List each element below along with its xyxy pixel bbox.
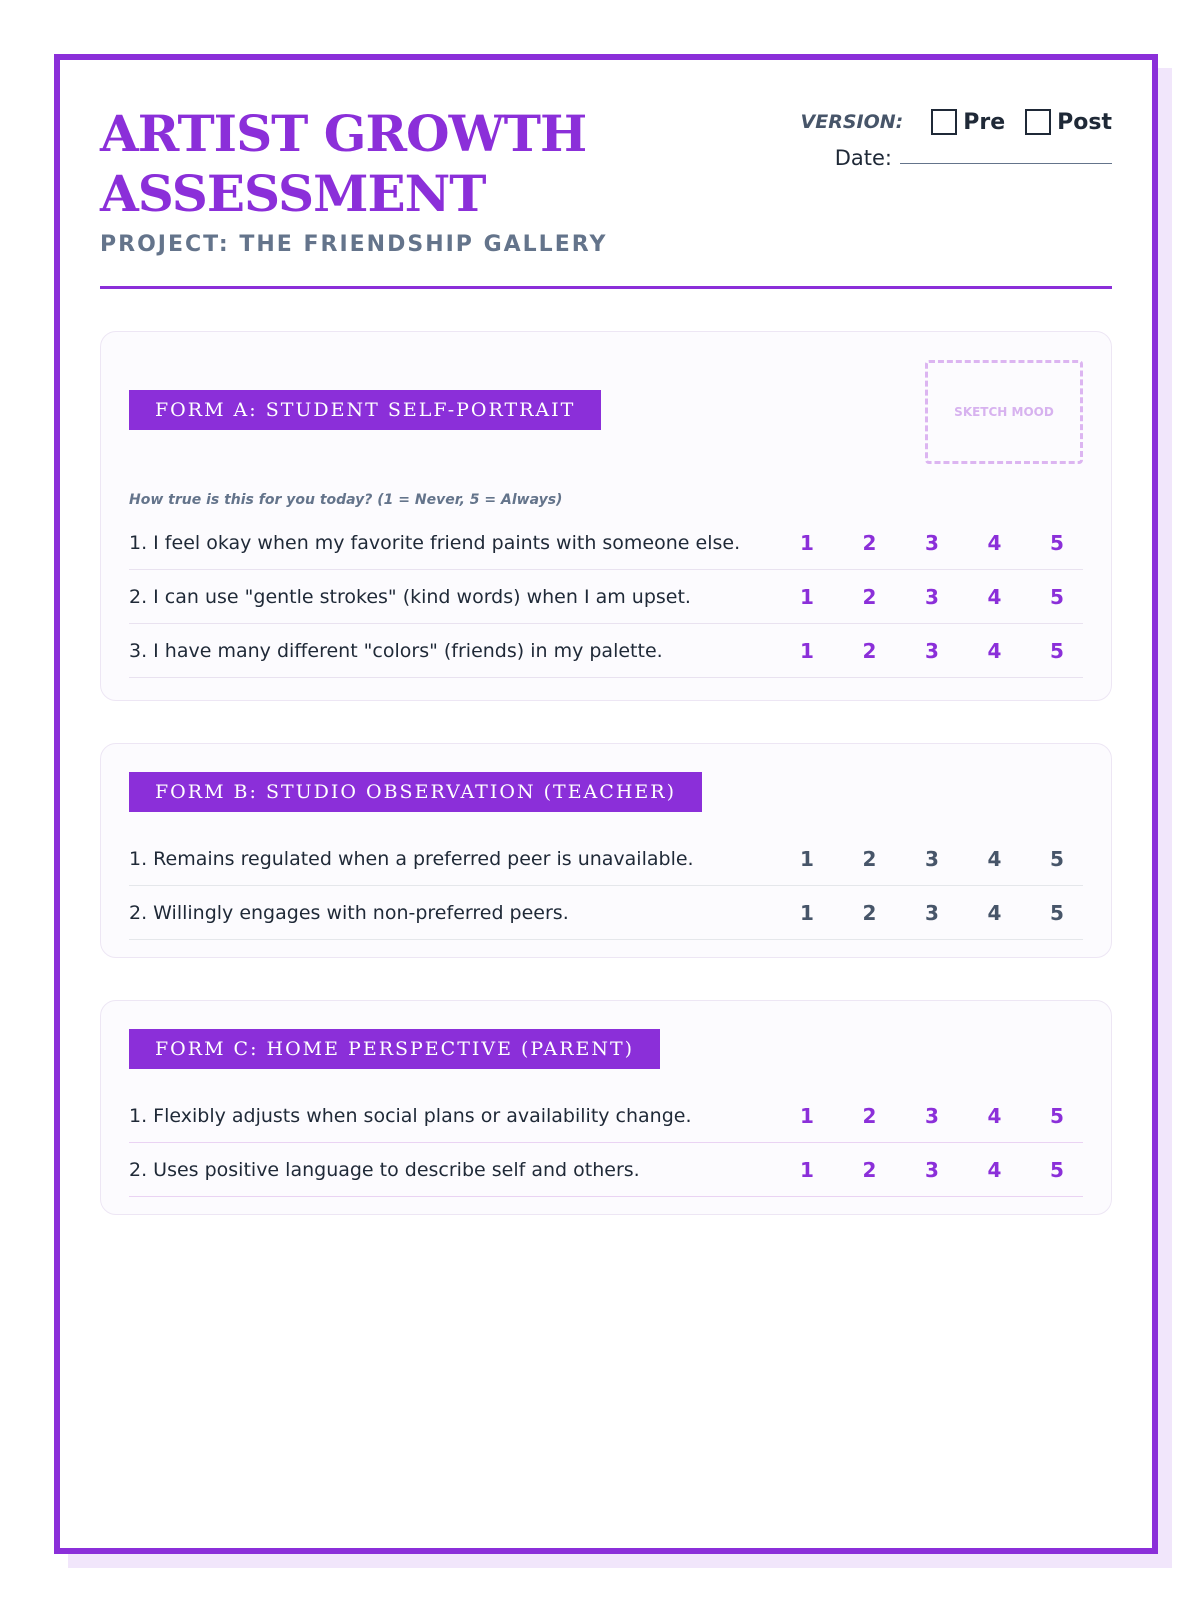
- rating-scale: [783, 1104, 1083, 1128]
- rating-3[interactable]: 3: [925, 900, 939, 925]
- form-a-card: [100, 331, 1112, 701]
- sketch-mood-label: SKETCH MOOD: [954, 405, 1054, 419]
- rating-2[interactable]: 2: [862, 638, 877, 663]
- assessment-page: [54, 54, 1158, 1554]
- date-row: [782, 146, 1112, 170]
- rating-4[interactable]: 4: [987, 638, 1002, 663]
- rating-5[interactable]: 5: [1050, 530, 1064, 555]
- table-row: [129, 832, 1083, 886]
- rating-5[interactable]: 5: [1050, 584, 1064, 609]
- rating-3[interactable]: 3: [925, 530, 939, 555]
- table-row: [129, 516, 1083, 570]
- rating-1[interactable]: 1: [800, 584, 814, 609]
- form-a-tag: FORM A: STUDENT SELF-PORTRAIT: [129, 390, 601, 430]
- title-line-2: ASSESSMENT: [100, 164, 486, 223]
- rating-4[interactable]: 4: [987, 846, 1002, 871]
- rating-scale: [783, 901, 1083, 925]
- form-b-card: [100, 743, 1112, 958]
- date-field[interactable]: [900, 163, 1112, 164]
- rating-5[interactable]: 5: [1050, 1157, 1064, 1182]
- rating-scale: [783, 531, 1083, 555]
- date-label: Date:: [834, 146, 892, 170]
- item-text: 2. Uses positive language to describe self and others.: [129, 1158, 640, 1181]
- title-line-1: ARTIST GROWTH: [100, 104, 587, 163]
- rating-1[interactable]: 1: [800, 1103, 814, 1128]
- rating-5[interactable]: 5: [1050, 846, 1064, 871]
- table-row: [129, 886, 1083, 940]
- rating-4[interactable]: 4: [987, 900, 1002, 925]
- item-text: 1. Flexibly adjusts when social plans or availability change.: [129, 1104, 692, 1127]
- form-a-instruction: How true is this for you today? (1 = Never, 5 = Always): [129, 492, 563, 508]
- page-title: [100, 104, 660, 224]
- item-text: 1. Remains regulated when a preferred peer is unavailable.: [129, 847, 694, 870]
- rating-3[interactable]: 3: [925, 1157, 939, 1182]
- pre-checkbox[interactable]: [931, 109, 957, 135]
- sketch-mood-box[interactable]: [925, 360, 1083, 464]
- rating-3[interactable]: 3: [925, 584, 939, 609]
- rating-3[interactable]: 3: [925, 846, 939, 871]
- rating-scale: [783, 1158, 1083, 1182]
- item-text: 1. I feel okay when my favorite friend paints with someone else.: [129, 531, 741, 554]
- rating-scale: [783, 847, 1083, 871]
- form-b-items: [129, 832, 1083, 940]
- rating-scale: [783, 585, 1083, 609]
- rating-1[interactable]: 1: [800, 900, 814, 925]
- rating-3[interactable]: 3: [925, 638, 939, 663]
- item-text: 2. Willingly engages with non-preferred peers.: [129, 901, 569, 924]
- pre-label: Pre: [963, 109, 1006, 135]
- version-row: [782, 104, 1112, 140]
- meta-block: [782, 104, 1112, 170]
- rating-scale: [783, 639, 1083, 663]
- rating-4[interactable]: 4: [987, 584, 1002, 609]
- header-divider: [100, 286, 1112, 289]
- form-c-items: [129, 1089, 1083, 1197]
- rating-4[interactable]: 4: [987, 1157, 1002, 1182]
- rating-2[interactable]: 2: [862, 1157, 877, 1182]
- project-subtitle: PROJECT: THE FRIENDSHIP GALLERY: [100, 232, 608, 257]
- rating-2[interactable]: 2: [862, 584, 877, 609]
- rating-5[interactable]: 5: [1050, 638, 1064, 663]
- form-c-tag: FORM C: HOME PERSPECTIVE (PARENT): [129, 1029, 660, 1069]
- post-checkbox[interactable]: [1025, 109, 1051, 135]
- table-row: [129, 1143, 1083, 1197]
- rating-2[interactable]: 2: [862, 530, 877, 555]
- header: [100, 104, 1112, 286]
- table-row: [129, 1089, 1083, 1143]
- rating-1[interactable]: 1: [800, 1157, 814, 1182]
- item-text: 3. I have many different "colors" (friends) in my palette.: [129, 639, 663, 662]
- version-label: VERSION:: [800, 111, 904, 133]
- rating-5[interactable]: 5: [1050, 900, 1064, 925]
- rating-4[interactable]: 4: [987, 1103, 1002, 1128]
- table-row: [129, 624, 1083, 678]
- rating-2[interactable]: 2: [862, 900, 877, 925]
- form-a-items: [129, 516, 1083, 678]
- rating-2[interactable]: 2: [862, 1103, 877, 1128]
- rating-2[interactable]: 2: [862, 846, 877, 871]
- rating-1[interactable]: 1: [800, 530, 814, 555]
- rating-3[interactable]: 3: [925, 1103, 939, 1128]
- post-label: Post: [1057, 109, 1112, 135]
- rating-1[interactable]: 1: [800, 846, 814, 871]
- item-text: 2. I can use "gentle strokes" (kind words) when I am upset.: [129, 585, 691, 608]
- rating-4[interactable]: 4: [987, 530, 1002, 555]
- form-b-tag: FORM B: STUDIO OBSERVATION (TEACHER): [129, 772, 702, 812]
- pre-option[interactable]: [931, 109, 1005, 135]
- rating-1[interactable]: 1: [800, 638, 814, 663]
- form-c-card: [100, 1000, 1112, 1215]
- table-row: [129, 570, 1083, 624]
- post-option[interactable]: [1025, 109, 1112, 135]
- rating-5[interactable]: 5: [1050, 1103, 1064, 1128]
